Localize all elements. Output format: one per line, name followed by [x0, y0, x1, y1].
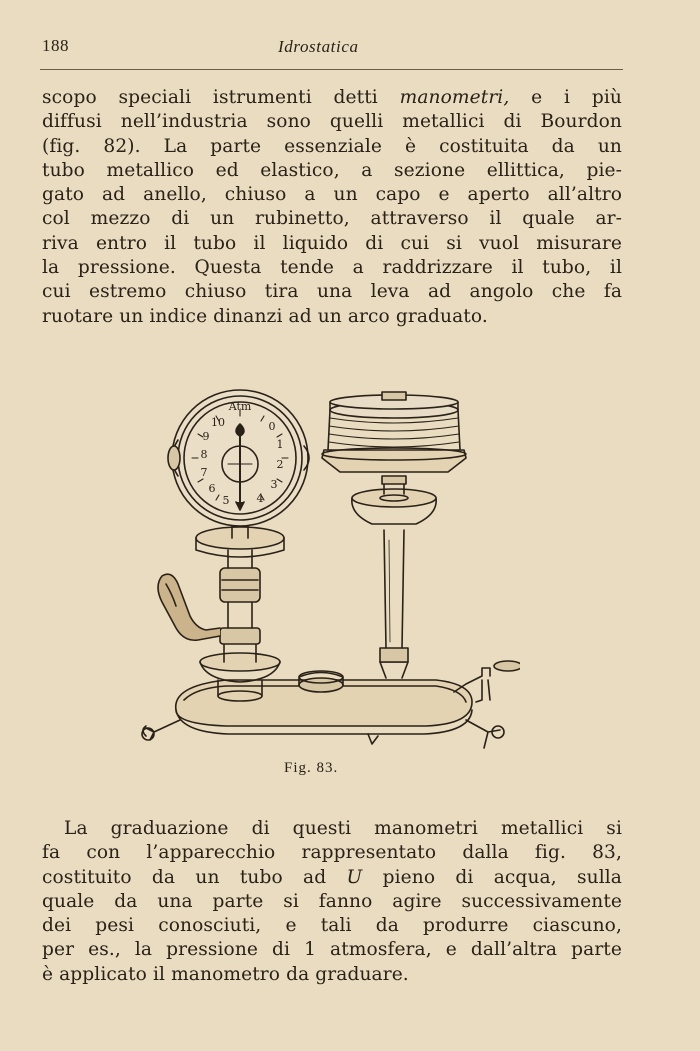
running-title: Idrostatica: [278, 37, 359, 56]
text-line: è applicato il manometro da graduare.: [42, 963, 409, 985]
dial-number: 2: [276, 458, 284, 471]
base-plate: [142, 661, 520, 748]
header-rule: [40, 69, 623, 70]
dial-number: 5: [222, 494, 230, 507]
text-line: riva entro il tubo il liquido di cui si vuol misurare: [42, 232, 622, 254]
text-line: dei pesi conosciuti, e tali da produrre ciascuno,: [42, 915, 622, 937]
dial-number: 8: [200, 448, 208, 461]
manometer-apparatus-illustration: [136, 380, 520, 772]
text-line: la pressione. Questa tende a raddrizzare il tubo, il: [42, 257, 622, 279]
dial-number: 4: [256, 492, 264, 505]
text-line: gato ad anello, chiuso a un capo e aperto all’altro: [42, 184, 622, 206]
text-line: La graduazione di questi manometri metallici si: [64, 818, 622, 839]
text-line: scopo speciali istrumenti detti manometri, e i più: [42, 87, 622, 108]
text-line: tubo metallico ed elastico, a sezione ellittica, pie-: [42, 159, 622, 181]
text-line: costituito da un tubo ad U pieno di acqua, sulla: [42, 866, 622, 888]
dial-number: 0: [268, 420, 276, 433]
manometer-stand: [158, 390, 309, 701]
weight-column: [322, 392, 466, 678]
text-line: per es., la pressione di 1 atmosfera, e dall’altra parte: [42, 939, 622, 961]
dial-number: 1: [276, 438, 284, 451]
text-line: diffusi nell’industria sono quelli metallici di Bourdon: [42, 111, 622, 133]
dial-number: 3: [270, 478, 278, 491]
text-line: (fig. 82). La parte essenziale è costituita da un: [42, 135, 622, 157]
figure-caption: Fig. 83.: [284, 760, 339, 776]
dial-number: 9: [202, 430, 210, 443]
text-line: quale da una parte si fanno agire successivamente: [42, 890, 622, 912]
dial-number: 6: [208, 482, 216, 495]
paragraph-2: [42, 817, 622, 987]
dial-number: 7: [200, 466, 208, 479]
text-line: fa con l’apparecchio rappresentato dalla fig. 83,: [42, 842, 622, 864]
dial-number: 10: [211, 416, 225, 429]
dial-unit-label: Atm: [228, 400, 252, 413]
text-line: ruotare un indice dinanzi ad un arco graduato.: [42, 305, 488, 327]
page-number: 188: [42, 36, 69, 55]
paragraph-1: [42, 86, 622, 329]
text-line: col mezzo di un rubinetto, attraverso il quale ar-: [42, 208, 622, 230]
text-line: cui estremo chiuso tira una leva ad angolo che fa: [42, 281, 622, 303]
